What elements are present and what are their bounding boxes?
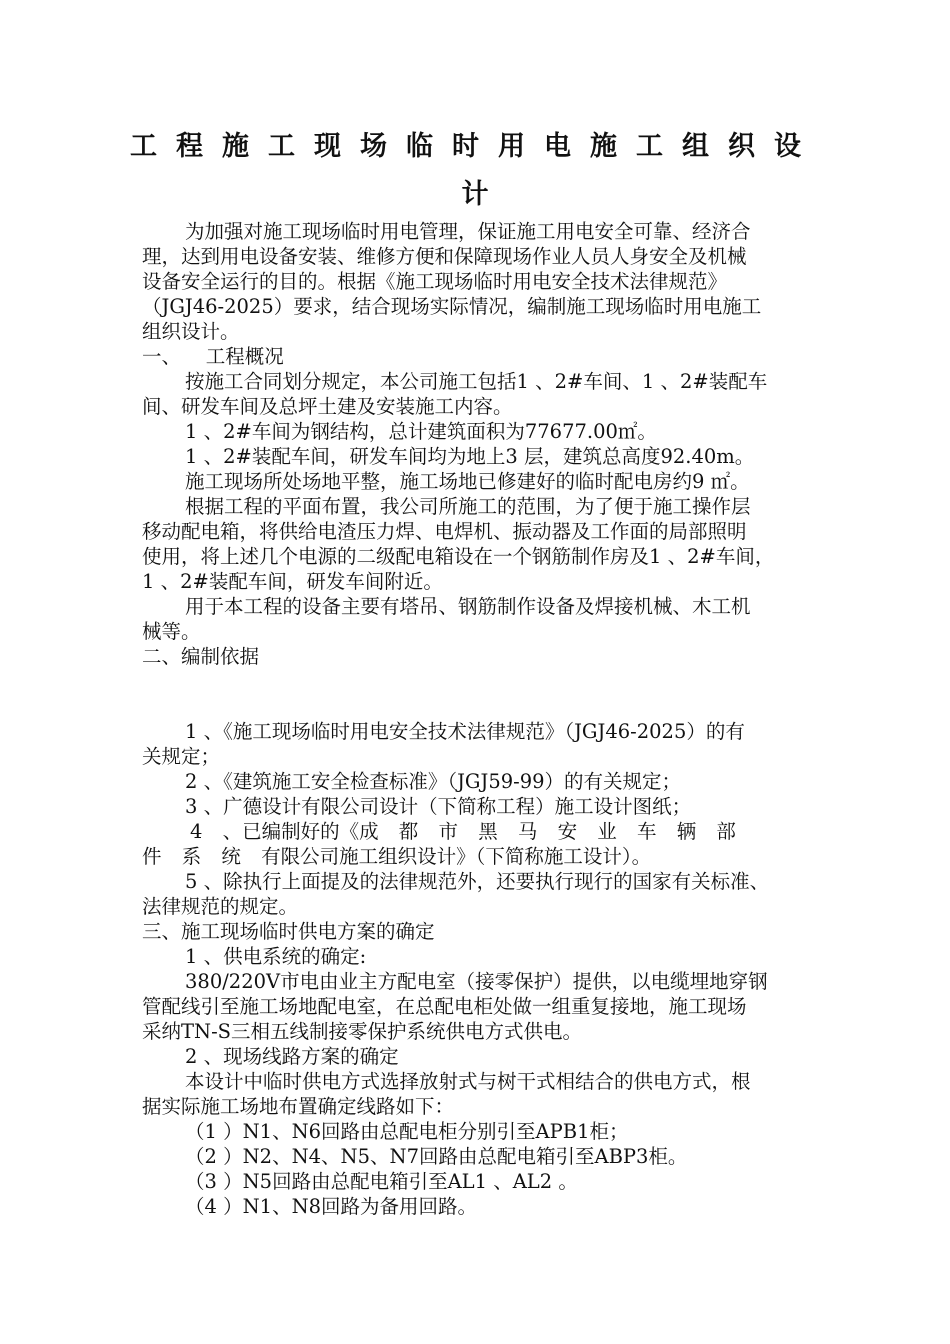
paragraph-line: 施工现场所处场地平整，施工场地已修建好的临时配电房约9 ㎡。 [185, 470, 750, 493]
paragraph-line: 4 、已编制好的《成 都 市 黑 马 安 业 车 辆 部 [190, 820, 736, 843]
list-item: （2 ）N2、N4、N5、N7回路由总配电箱引至ABP3柜。 [185, 1145, 688, 1168]
subsection-heading: 2 、现场线路方案的确定 [185, 1045, 399, 1068]
paragraph-line: 移动配电箱，将供给电渣压力焊、电焊机、振动器及工作面的局部照明 [142, 520, 747, 543]
paragraph-line: 间、研发车间及总坪土建及安装施工内容。 [142, 395, 513, 418]
paragraph-line: 法律规范的规定。 [142, 895, 299, 918]
paragraph-line: 为加强对施工现场临时用电管理，保证施工用电安全可靠、经济合 [185, 220, 751, 243]
paragraph-line: 3 、广德设计有限公司设计（下简称工程）施工设计图纸； [185, 795, 692, 818]
paragraph-line: 380/220V市电由业主方配电室（接零保护）提供，以电缆埋地穿钢 [185, 970, 768, 993]
paragraph-line: 械等。 [142, 620, 201, 643]
paragraph-line: 管配线引至施工场地配电室，在总配电柜处做一组重复接地，施工现场 [142, 995, 747, 1018]
paragraph-line: 组织设计。 [142, 320, 240, 343]
paragraph-line: 关规定； [142, 745, 221, 768]
paragraph-line: 1 、《施工现场临时用电安全技术法律规范》（JGJ46-2025）的有 [185, 720, 745, 743]
paragraph-line: 根据工程的平面布置，我公司所施工的范围，为了便于施工操作层 [185, 495, 751, 518]
paragraph-line: 设备安全运行的目的。根据《施工现场临时用电安全技术法律规范》 [142, 270, 728, 293]
subsection-heading: 1 、供电系统的确定: [185, 945, 367, 968]
section-heading: 一、 工程概况 [142, 345, 284, 368]
paragraph-line: 本设计中临时供电方式选择放射式与树干式相结合的供电方式，根 [185, 1070, 751, 1093]
paragraph-line: 使用，将上述几个电源的二级配电箱设在一个钢筋制作房及1 、2#车间， [142, 545, 775, 568]
paragraph-line: 采纳TN-S三相五线制接零保护系统供电方式供电。 [142, 1020, 583, 1043]
doc-title-line-2: 计 [461, 179, 489, 210]
paragraph-line: 件 系 统 有限公司施工组织设计》（下简称施工设计）。 [142, 845, 652, 868]
paragraph-line: 1 、2#装配车间，研发车间均为地上3 层，建筑总高度92.40m。 [185, 445, 755, 468]
paragraph-line: 据实际施工场地布置确定线路如下： [142, 1095, 455, 1118]
paragraph-line: 1 、2#装配车间，研发车间附近。 [142, 570, 443, 593]
paragraph-line: 理，达到用电设备安装、维修方便和保障现场作业人员人身安全及机械 [142, 245, 747, 268]
list-item: （3 ）N5回路由总配电箱引至AL1 、AL2 。 [185, 1170, 578, 1193]
paragraph-line: 按施工合同划分规定，本公司施工包括1 、2#车间、1 、2#装配车 [185, 370, 768, 393]
paragraph-line: 2 、《建筑施工安全检查标准》（JGJ59-99）的有关规定； [185, 770, 682, 793]
list-item: （1 ）N1、N6回路由总配电柜分别引至APB1柜； [185, 1120, 629, 1143]
paragraph-line: 用于本工程的设备主要有塔吊、钢筋制作设备及焊接机械、木工机 [185, 595, 751, 618]
paragraph-line: 5 、除执行上面提及的法律规范外，还要执行现行的国家有关标准、 [185, 870, 770, 893]
section-heading: 三、施工现场临时供电方案的确定 [142, 920, 435, 943]
doc-title-line-1: 工程施工现场临时用电施工组织设 [130, 131, 820, 162]
section-heading: 二、编制依据 [142, 645, 260, 668]
paragraph-line: 1 、2#车间为钢结构，总计建筑面积为77677.00㎡。 [185, 420, 657, 443]
list-item: （4 ）N1、N8回路为备用回路。 [185, 1195, 478, 1218]
paragraph-line: （JGJ46-2025）要求，结合现场实际情况，编制施工现场临时用电施工 [142, 295, 762, 318]
